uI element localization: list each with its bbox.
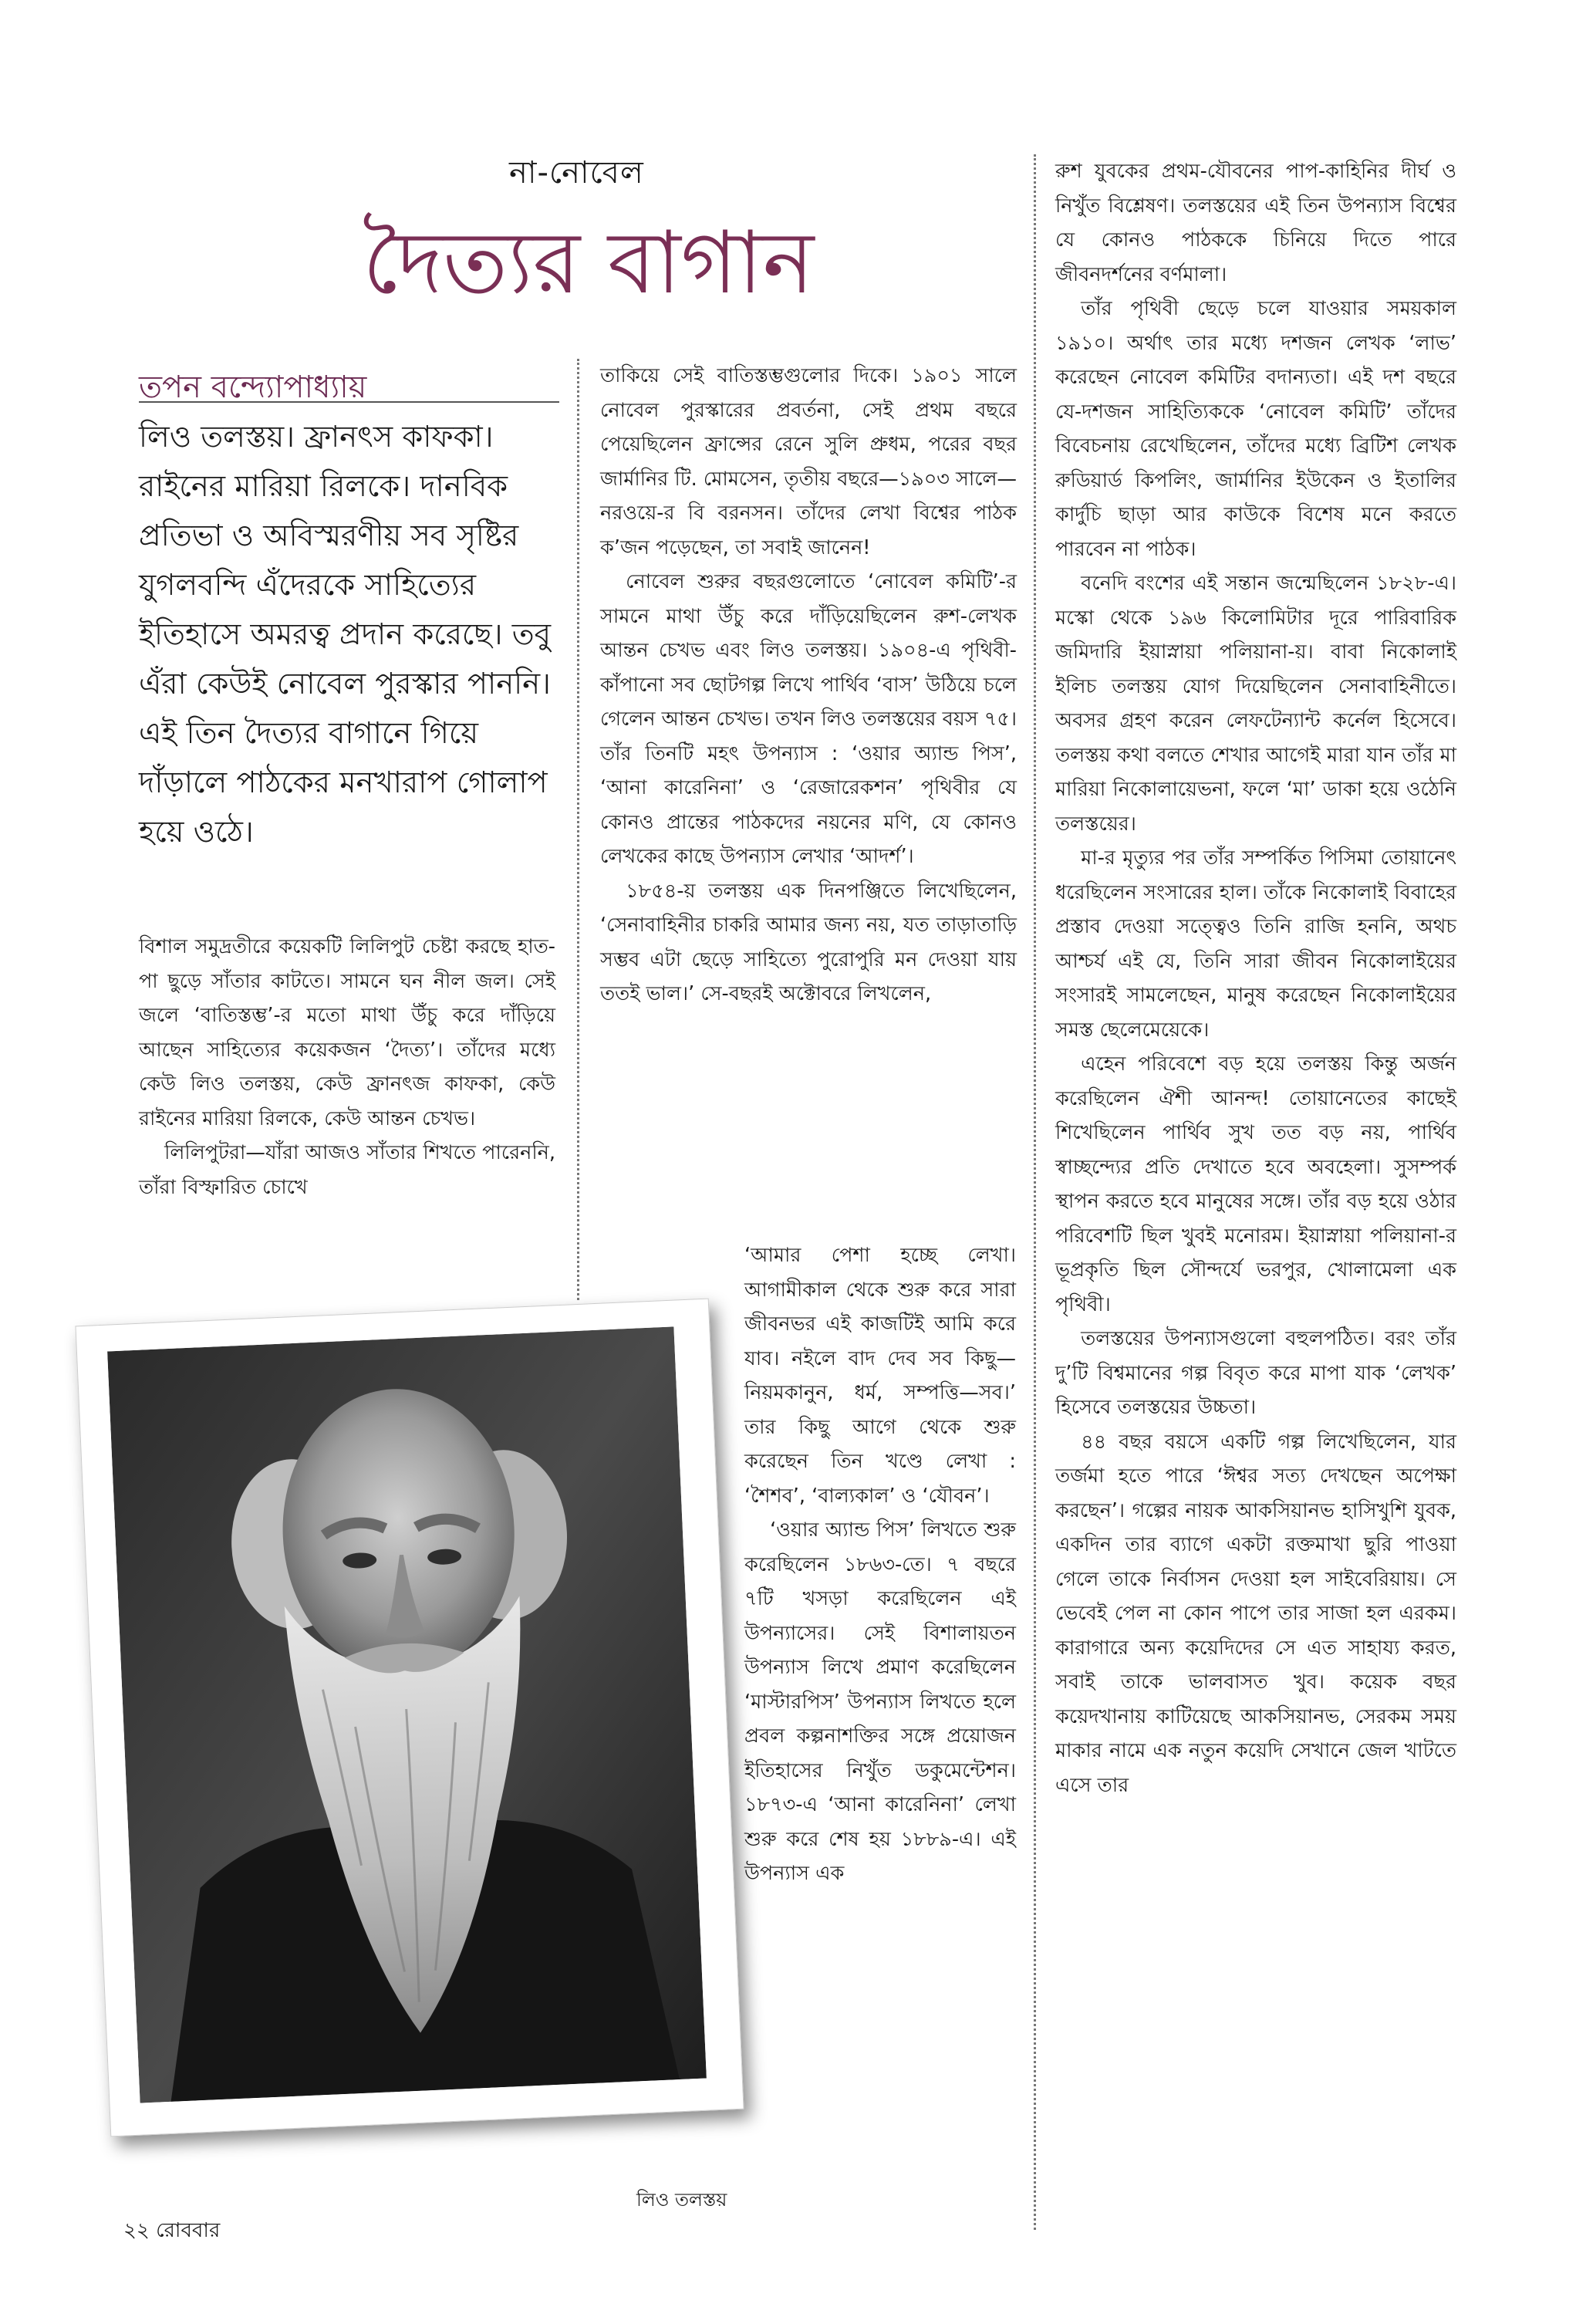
headline: দৈত্যর বাগান [363,213,815,313]
section-kicker: না-নোবেল [509,155,644,191]
paragraph: ৪৪ বছর বয়সে একটি গল্প লিখেছিলেন, যার তর্জমা হতে পারে ‘ঈশ্বর সত্য দেখছেন অপেক্ষা করছেন’। গল্পের নায়ক আকসিয়ানভ হাসিখুশি যুবক, একদিন তার ব্যাগে একটা রক্তমাখা ছুরি পাওয়া গেলে তাকে নির্বাসন দেওয়া হল সাইবেরিয়ায়। সে ভেবেই পেল না কোন পাপে তার সাজা হল এরকম। কারাগারে অন্য কয়েদিদের সে এত সাহায্য করত, সবাই তাকে ভালবাসত খুব। কয়েক বছর কয়েদখানায় কাটিয়েছে আকসিয়ানভ, সেরকম সময় মাকার নামে এক নতুন কয়েদি সেখানে জেল খাটতে এসে তার [1055,1430,1456,1797]
paragraph: ‘আমার পেশা হচ্ছে লেখা। আগামীকাল থেকে শুরু করে সারা জীবনভর এই কাজটিই আমি করে যাব। নইলে বাদ দেব সব কিছু—নিয়মকানুন, ধর্ম, সম্পত্তি—সব।’ তার কিছু আগে থেকে শুরু করেছেন তিন খণ্ডে লেখা : ‘শৈশব’, ‘বাল্যকাল’ ও ‘যৌবন’। [744,1244,1016,1508]
paragraph: ১৮৫৪-য় তলস্তয় এক দিনপঞ্জিতে লিখেছিলেন, ‘সেনাবাহিনীর চাকরি আমার জন্য নয়, যত তাড়াতাড়ি সম্ভব এটা ছেড়ে সাহিত্যে পুরোপুরি মন দেওয়া যায় ততই ভাল।’ সে-বছরই অক্টোবরে লিখলেন, [600,879,1017,1005]
paragraph: এহেন পরিবেশে বড় হয়ে তলস্তয় কিন্তু অর্জন করেছিলেন ঐশী আনন্দ! তোয়ানেতের কাছেই শিখেছিলেন পার্থিব সুখ তত বড় নয়, পার্থিব স্বাচ্ছন্দ্যের প্রতি দেখাতে হবে অবহেলা। সুসম্পর্ক স্থাপন করতে হবে মানুষের সঙ্গে। তাঁর বড় হয়ে ওঠার পরিবেশটি ছিল খুবই মনোরম। ইয়াস্নায়া পলিয়ানা-র ভূপ্রকৃতি ছিল সৌন্দর্যে ভরপুর, খোলামেলা এক পৃথিবী। [1055,1052,1456,1316]
photo-caption: লিও তলস্তয় [636,2189,727,2211]
byline-rule [139,401,559,403]
paragraph: তাঁর পৃথিবী ছেড়ে চলে যাওয়ার সময়কাল ১৯১০। অর্থাৎ তার মধ্যে দশজন লেখক ‘লাভ’ করেছেন নোবেল কমিটির বদান্যতা। এই দশ বছরে যে-দশজন সাহিত্যিককে ‘নোবেল কমিটি’ তাঁদের বিবেচনায় রেখেছিলেন, তাঁদের মধ্যে ব্রিটিশ লেখক রুডিয়ার্ড কিপলিং, জার্মানির ইউকেন ও ইতালির কার্দুচি ছাড়া আর কাউকে বিশেষ মনে করতে পারবেন না পাঠক। [1055,297,1456,561]
column-divider-1 [577,359,579,1300]
paragraph: মা-র মৃত্যুর পর তাঁর সম্পর্কিত পিসিমা তোয়ানেৎ ধরেছিলেন সংসারের হাল। তাঁকে নিকোলাই বিবাহের প্রস্তাব দেওয়া সত্ত্বেও তিনি রাজি হননি, অথচ আশ্চর্য এই যে, তিনি সারা জীবন নিকোলাইয়ের সংসারই সামলেছেন, মানুষ করেছেন নিকোলাইয়ের সমস্ত ছেলেমেয়েকে। [1055,846,1456,1042]
author-byline: তপন বন্দ্যোপাধ্যায় [139,370,367,405]
standfirst: লিও তলস্তয়। ফ্রানৎস কাফকা। রাইনের মারিয়া রিলকে। দানবিক প্রতিভা ও অবিস্মরণীয় সব সৃষ্টির যুগলবন্দি এঁদেরকে সাহিত্যের ইতিহাসে অমরত্ব প্রদান করেছে। তবু এঁরা কেউই নোবেল পুরস্কার পাননি। এই তিন দৈত্যর বাগানে গিয়ে দাঁড়ালে পাঠকের মনখারাপ গোলাপ হয়ে ওঠে। [139,420,552,850]
paragraph: বনেদি বংশের এই সন্তান জন্মেছিলেন ১৮২৮-এ। মস্কো থেকে ১৯৬ কিলোমিটার দূরে পারিবারিক জমিদারি ইয়াস্নায়া পলিয়ানা-য়। বাবা নিকোলাই ইলিচ তলস্তয় যোগ দিয়েছিলেন সেনাবাহিনীতে। অবসর গ্রহণ করেন লেফটেন্যান্ট কর্নেল হিসেবে। তলস্তয় কথা বলতে শেখার আগেই মারা যান তাঁর মা মারিয়া নিকোলায়েভনা, ফলে ‘মা’ ডাকা হয়ে ওঠেনি তলস্তয়ের। [1055,572,1456,836]
paragraph: লিলিপুটরা—যাঁরা আজও সাঁতার শিখতে পারেননি, তাঁরা বিস্ফারিত চোখে [139,1141,555,1199]
paragraph: রুশ যুবকের প্রথম-যৌবনের পাপ-কাহিনির দীর্ঘ ও নিখুঁত বিশ্লেষণ। তলস্তয়ের এই তিন উপন্যাস বিশ্বের যে কোনও পাঠককে চিনিয়ে দিতে পারে জীবনদর্শনের বর্ণমালা। [1055,160,1456,286]
paragraph: তলস্তয়ের উপন্যাসগুলো বহুলপঠিত। বরং তাঁর দু’টি বিশ্বমানের গল্প বিবৃত করে মাপা যাক ‘লেখক’ হিসেবে তলস্তয়ের উচ্চতা। [1055,1327,1456,1419]
article-column-2-continued [744,1238,1016,1891]
article-column-2 [600,359,1017,1012]
page-folio: ২২ রোববার [123,2219,221,2242]
portrait-photo [107,1326,707,2103]
article-column-3 [1055,154,1456,1802]
paragraph: ‘ওয়ার অ্যান্ড পিস’ লিখতে শুরু করেছিলেন ১৮৬৩-তে। ৭ বছরে ৭টি খসড়া করেছিলেন এই উপন্যাসের। সেই বিশালায়তন উপন্যাস লিখে প্রমাণ করেছিলেন ‘মাস্টারপিস’ উপন্যাস লিখতে হলে প্রবল কল্পনাশক্তির সঙ্গে প্রয়োজন ইতিহাসের নিখুঁত ডকুমেন্টেশন। ১৮৭৩-এ ‘আনা কারেনিনা’ লেখা শুরু করে শেষ হয় ১৮৮৯-এ। এই উপন্যাস এক [744,1518,1016,1885]
paragraph: নোবেল শুরুর বছরগুলোতে ‘নোবেল কমিটি’-র সামনে মাথা উঁচু করে দাঁড়িয়েছিলেন রুশ-লেখক আন্তন চেখভ এবং লিও তলস্তয়। ১৯০৪-এ পৃথিবী-কাঁপানো সব ছোটগল্প লিখে পার্থিব ‘বাস’ উঠিয়ে চলে গেলেন আন্তন চেখভ। তখন লিও তলস্তয়ের বয়স ৭৫। তাঁর তিনটি মহৎ উপন্যাস : ‘ওয়ার অ্যান্ড পিস’, ‘আনা কারেনিনা’ ও ‘রেজারেকশন’ পৃথিবীর যে কোনও প্রান্তের পাঠকদের নয়নের মণি, যে কোনও লেখকের কাছে উপন্যাস লেখার ‘আদর্শ’। [600,570,1017,868]
paragraph: বিশাল সমুদ্রতীরে কয়েকটি লিলিপুট চেষ্টা করছে হাত-পা ছুড়ে সাঁতার কাটতে। সামনে ঘন নীল জল। সেই জলে ‘বাতিস্তম্ভ’-র মতো মাথা উঁচু করে দাঁড়িয়ে আছেন সাহিত্যের কয়েকজন ‘দৈত্য’। তাঁদের মধ্যে কেউ লিও তলস্তয়, কেউ ফ্রানৎজ কাফকা, কেউ রাইনের মারিয়া রিলকে, কেউ আন্তন চেখভ। [139,935,555,1130]
paragraph: তাকিয়ে সেই বাতিস্তম্ভগুলোর দিকে। ১৯০১ সালে নোবেল পুরস্কারের প্রবর্তনা, সেই প্রথম বছরে পেয়েছিলেন ফ্রান্সের রেনে সুলি প্রুধম, পরের বছর জার্মানির টি. মোমসেন, তৃতীয় বছরে—১৯০৩ সালে—নরওয়ে-র বি বরনসন। তাঁদের লেখা বিশ্বের পাঠক ক’জন পড়েছেন, তা সবাই জানেন! [600,364,1017,559]
column-divider-2 [1034,154,1036,2230]
article-column-1 [139,930,555,1204]
